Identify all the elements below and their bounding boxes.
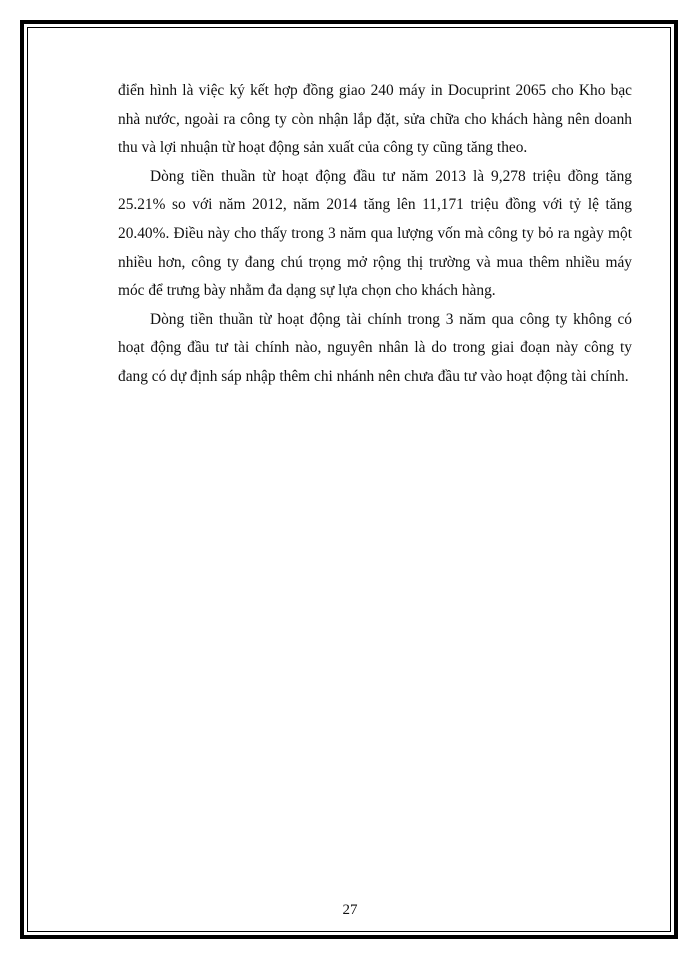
document-body — [118, 77, 632, 392]
page-border-outer-bottom — [20, 935, 678, 939]
paragraph-investing-cash-flow: Dòng tiền thuần từ hoạt động đầu tư năm 2013 là 9,278 triệu đồng tăng 25.21% so với năm 2012, năm 2014 tăng lên 11,171 triệu đồng với tỷ lệ tăng 20.40%. Điều này cho thấy trong 3 năm qua lượng vốn mà công ty bỏ ra ngày một nhiều hơn, công ty đang chú trọng mở rộng thị trường và mua thêm nhiều máy móc để trưng bày nhằm đa dạng sự lựa chọn cho khách hàng. — [118, 167, 632, 300]
page-border-inner-right — [670, 27, 671, 932]
page-border-inner-top — [27, 27, 671, 28]
paragraph-financing-cash-flow: Dòng tiền thuần từ hoạt động tài chính trong 3 năm qua công ty không có hoạt động đầu tư tài chính nào, nguyên nhân là do trong giai đoạn này công ty đang có dự định sáp nhập thêm chi nhánh nên chưa đầu tư vào hoạt động tài chính. — [118, 310, 632, 385]
page-border-outer-left — [20, 20, 24, 939]
page-border-inner-left — [27, 27, 28, 932]
page-border-inner-bottom — [27, 931, 671, 932]
page-number: 27 — [342, 902, 358, 918]
page-border-outer-right — [674, 20, 678, 939]
paragraph-continuation: điển hình là việc ký kết hợp đồng giao 240 máy in Docuprint 2065 cho Kho bạc nhà nước, ngoài ra công ty còn nhận lắp đặt, sửa chữa cho khách hàng nên doanh thu và lợi nhuận từ hoạt động sản xuất của công ty cũng tăng theo. — [118, 82, 632, 157]
page-border-outer-top — [20, 20, 678, 24]
